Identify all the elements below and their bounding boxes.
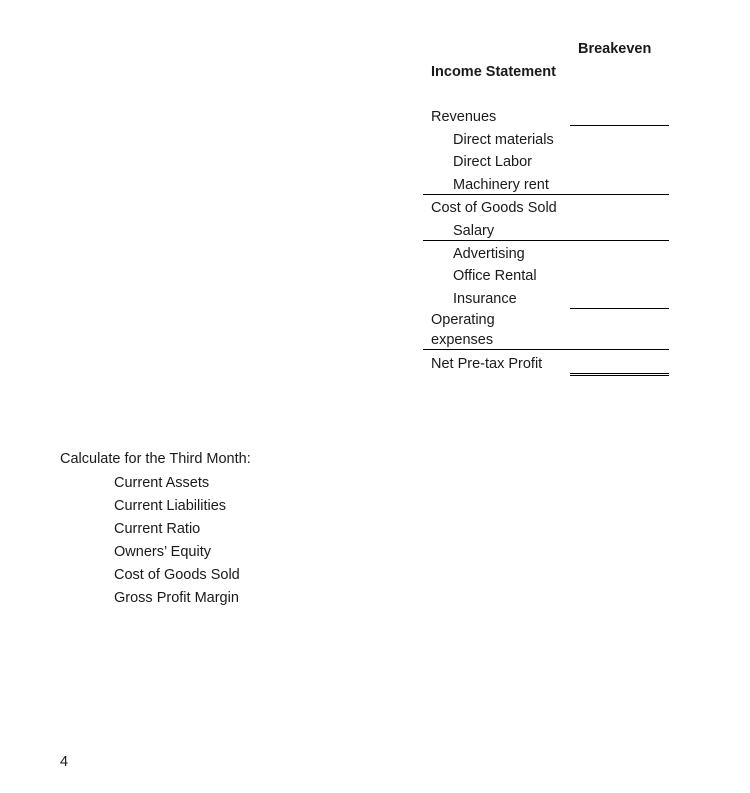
breakeven-column-header: Breakeven xyxy=(578,41,652,57)
row-operating-expenses-line1: Operating xyxy=(431,312,495,328)
row-salary: Salary xyxy=(453,223,495,239)
cogs-top-rule xyxy=(423,194,669,195)
row-direct-labor: Direct Labor xyxy=(453,154,532,170)
row-cost-of-goods-sold: Cost of Goods Sold xyxy=(431,200,557,216)
calculate-item-current-liabilities: Current Liabilities xyxy=(114,498,227,514)
calculate-item-current-ratio: Current Ratio xyxy=(114,521,201,537)
row-operating-expenses-line2: expenses xyxy=(431,332,494,348)
row-insurance: Insurance xyxy=(453,291,517,307)
income-statement-title: Income Statement xyxy=(431,64,556,80)
calculate-item-current-assets: Current Assets xyxy=(114,475,210,491)
calculate-heading: Calculate for the Third Month: xyxy=(60,451,251,467)
row-revenues: Revenues xyxy=(431,109,497,125)
row-net-pretax-profit: Net Pre-tax Profit xyxy=(431,356,543,372)
row-machinery-rent: Machinery rent xyxy=(453,177,549,193)
net-profit-double-underline xyxy=(570,373,669,376)
row-direct-materials: Direct materials xyxy=(453,132,554,148)
insurance-value-line xyxy=(570,308,669,309)
operating-expenses-bottom-rule xyxy=(423,349,669,350)
page-number: 4 xyxy=(60,754,69,770)
revenues-value-line xyxy=(570,125,669,126)
row-advertising: Advertising xyxy=(453,246,525,262)
salary-bottom-rule xyxy=(423,240,669,241)
calculate-item-owners-equity: Owners’ Equity xyxy=(114,544,211,560)
row-office-rental: Office Rental xyxy=(453,268,537,284)
calculate-item-gross-profit-margin: Gross Profit Margin xyxy=(114,590,239,606)
calculate-item-cost-of-goods-sold: Cost of Goods Sold xyxy=(114,567,240,583)
